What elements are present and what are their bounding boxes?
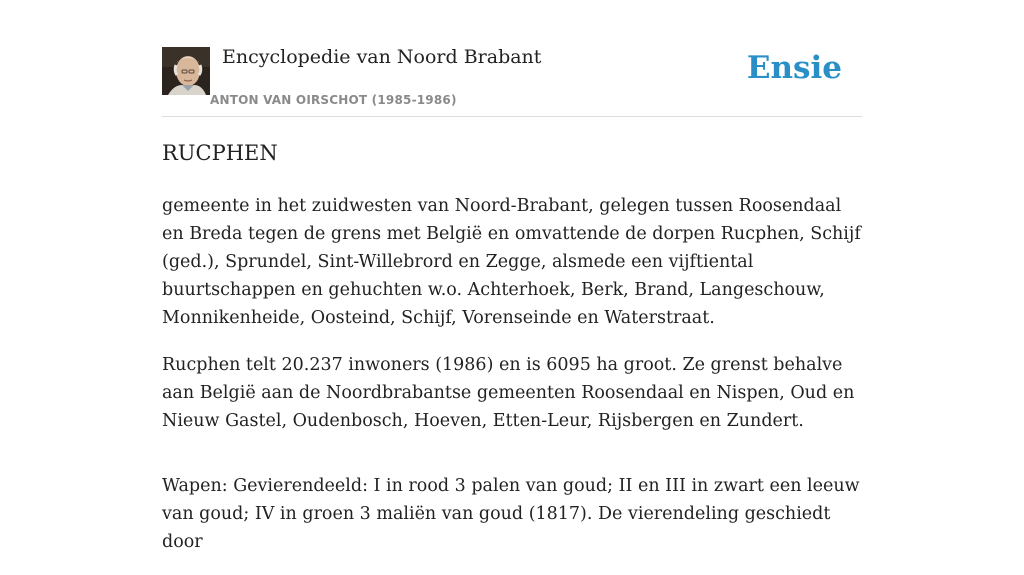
article-paragraph: Rucphen telt 20.237 inwoners (1986) en is 6095 ha groot. Ze grenst behalve aan België aan de Noordbrabantse gemeenten Roosendaal en Nispen, Oud en Nieuw Gastel, Oudenbosch, Hoeven, Etten-Leur, Rijsbergen en Zundert.: [162, 355, 855, 431]
author-name[interactable]: ANTON VAN OIRSCHOT (1985-1986): [210, 93, 457, 107]
author-avatar[interactable]: [162, 47, 210, 95]
brand-logo[interactable]: Ensie: [746, 50, 842, 86]
article-body: [162, 192, 862, 575]
site-title[interactable]: Encyclopedie van Noord Brabant: [222, 46, 542, 68]
article-paragraph: Wapen: Gevierendeeld: I in rood 3 palen van goud; II en III in zwart een leeuw van goud; IV in groen 3 maliën van goud (1817). De vierendeling geschiedt door: [162, 476, 860, 552]
article-paragraph: gemeente in het zuidwesten van Noord-Brabant, gelegen tussen Roosendaal en Breda tegen de grens met België en omvattende de dorpen Rucphen, Schijf (ged.), Sprundel, Sint-Willebrord en Zegge, alsmede een vijftiental buurtschappen en gehuchten w.o. Achterhoek, Berk, Brand, Langeschouw, Monnikenheide, Oosteind, Schijf, Vorenseinde en Waterstraat.: [162, 196, 861, 328]
article-title: RUCPHEN: [162, 141, 278, 165]
header: [162, 0, 862, 117]
author-portrait-icon: [162, 47, 210, 95]
